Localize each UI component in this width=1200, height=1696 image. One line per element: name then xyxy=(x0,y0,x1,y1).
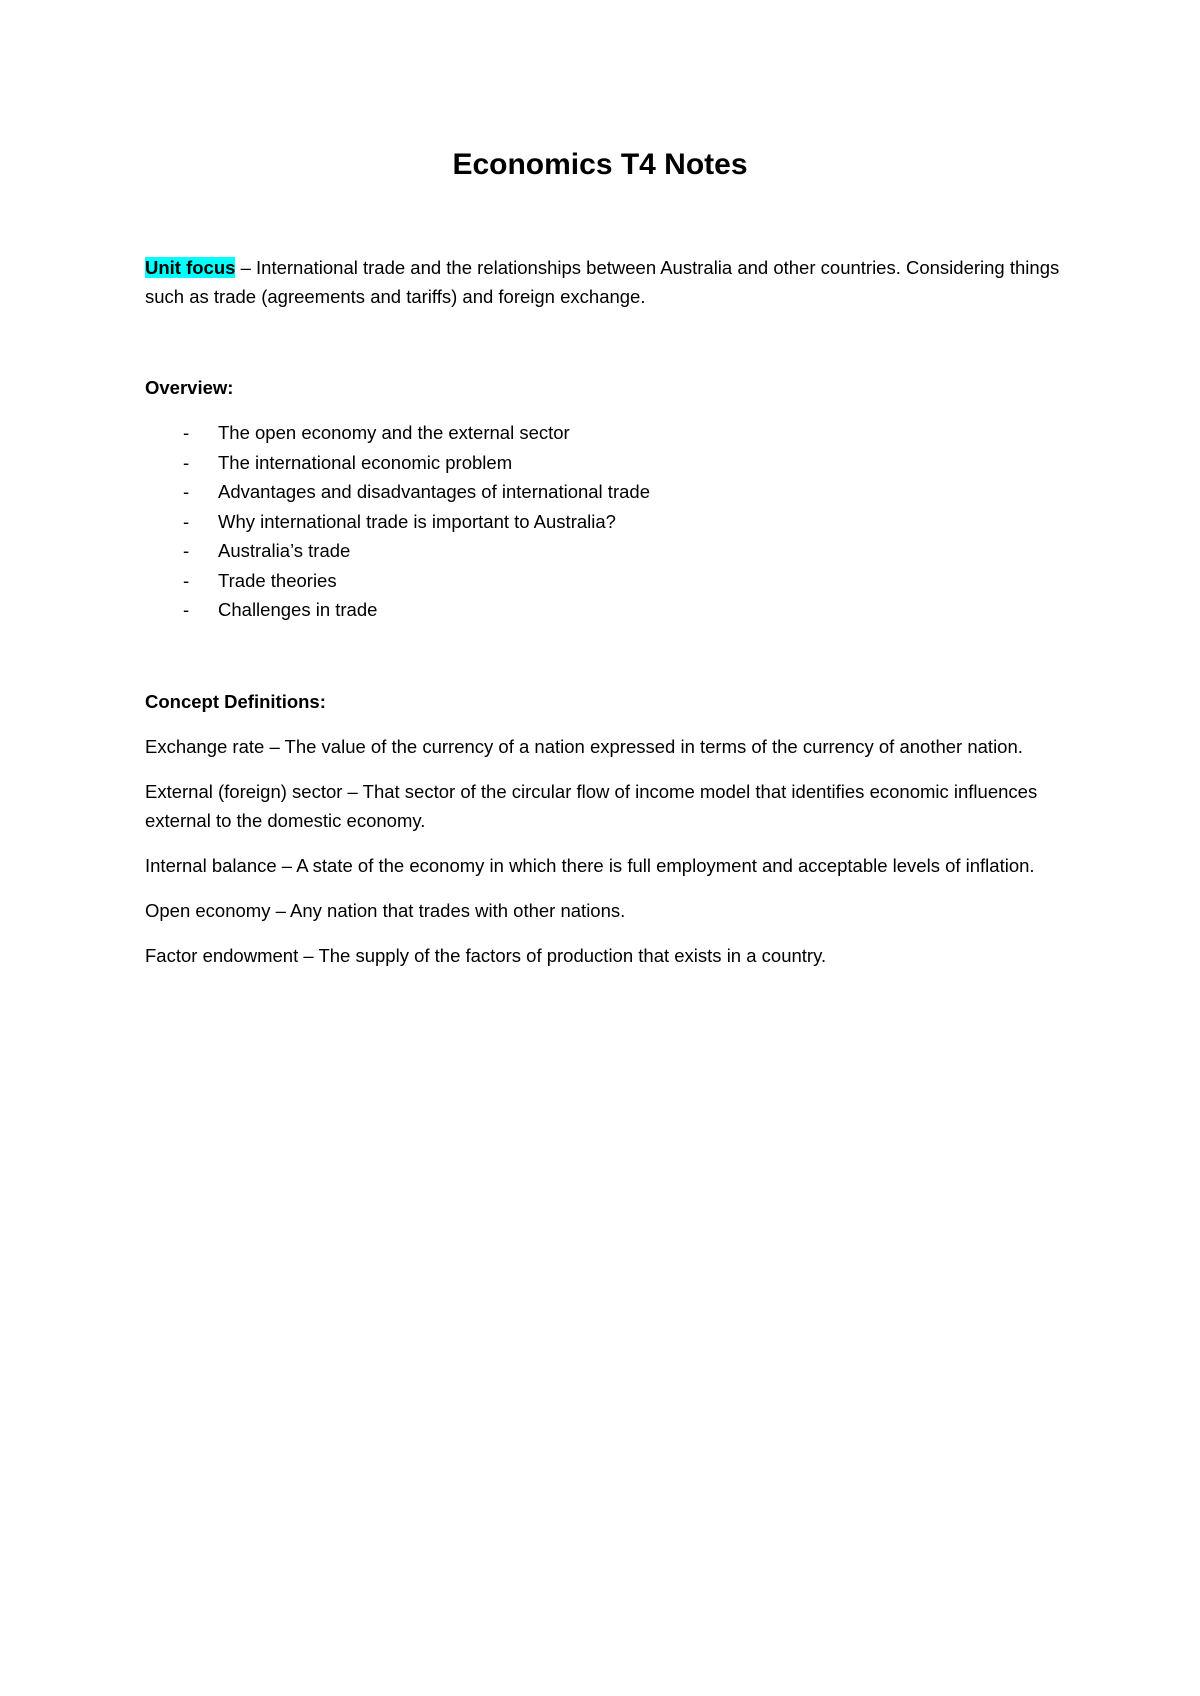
list-item-text: Challenges in trade xyxy=(218,599,378,620)
dash-bullet: - xyxy=(183,540,190,561)
concepts-heading: Concept Definitions: xyxy=(145,690,326,712)
list-item-text: The international economic problem xyxy=(218,451,513,473)
definition-internal-balance: Internal balance – A state of the economy in which there is full employment and acceptable levels of inflation. xyxy=(145,854,1035,876)
list-item-text: Advantages and disadvantages of international trade xyxy=(218,481,650,502)
list-item xyxy=(145,595,1060,625)
spacer xyxy=(145,311,1060,373)
dash-bullet: - xyxy=(183,510,190,532)
list-item xyxy=(145,536,1060,566)
list-item xyxy=(145,448,1060,478)
spacer xyxy=(145,625,1060,687)
list-item xyxy=(145,566,1060,596)
document-body xyxy=(145,253,1060,986)
dash-bullet: - xyxy=(183,481,190,502)
spacer xyxy=(145,402,1060,418)
unit-focus-text: – International trade and the relationships between Australia and other countries. Considering things such as trade (agreements and tariffs) and foreign exchange. xyxy=(145,257,1060,307)
definition-open-economy: Open economy – Any nation that trades with other nations. xyxy=(145,899,626,921)
dash-bullet: - xyxy=(183,451,190,473)
list-item xyxy=(145,418,1060,448)
list-item-text: The open economy and the external sector xyxy=(218,422,570,443)
list-item-text: Why international trade is important to Australia? xyxy=(218,510,616,532)
unit-focus-paragraph xyxy=(145,253,1060,311)
list-item xyxy=(145,477,1060,507)
dash-bullet: - xyxy=(183,599,190,620)
definition-factor-endowment: Factor endowment – The supply of the factors of production that exists in a country. xyxy=(145,944,827,966)
list-item xyxy=(145,507,1060,537)
list-item-text: Trade theories xyxy=(218,569,337,591)
document-title: Economics T4 Notes xyxy=(452,148,748,181)
overview-list xyxy=(145,418,1060,625)
dash-bullet: - xyxy=(183,569,190,591)
definition-external-sector: External (foreign) sector – That sector of the circular flow of income model that identifies economic influences external to the domestic economy. xyxy=(145,780,1038,831)
spacer xyxy=(145,716,1060,732)
unit-focus-label: Unit focus xyxy=(145,257,236,278)
overview-heading: Overview: xyxy=(145,377,234,398)
definition-exchange-rate: Exchange rate – The value of the currency of a nation expressed in terms of the currency of another nation. xyxy=(145,735,1023,757)
list-item-text: Australia’s trade xyxy=(218,540,351,561)
dash-bullet: - xyxy=(183,422,190,443)
